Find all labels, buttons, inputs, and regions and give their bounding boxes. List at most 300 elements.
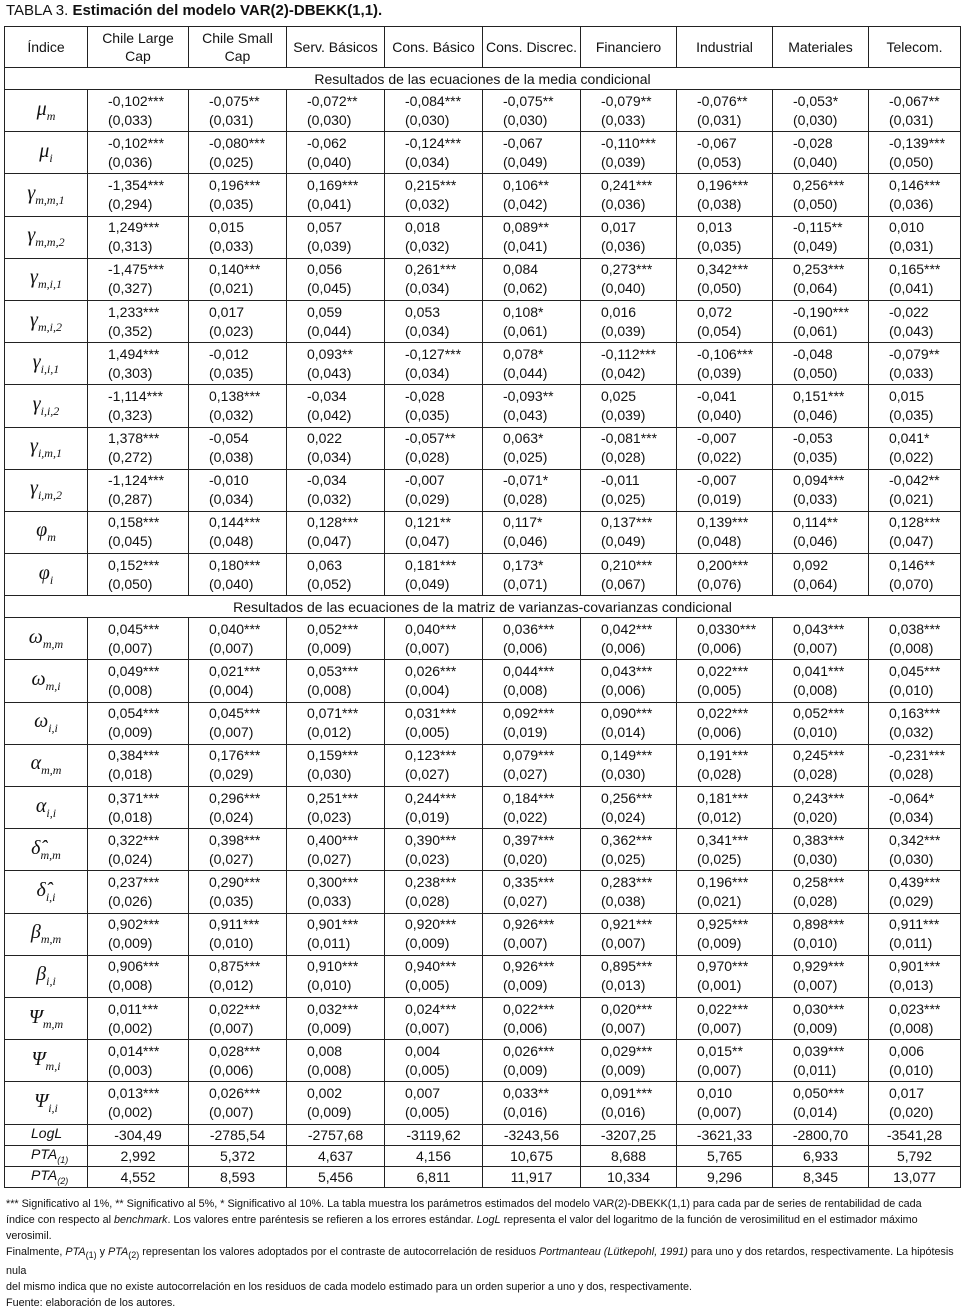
std-error-value: (0,046) (503, 533, 548, 550)
estimate-value: 0,043*** (601, 663, 653, 680)
std-error-value: (0,048) (209, 533, 254, 550)
std-error-value: (0,025) (601, 491, 646, 508)
std-error-value: (0,006) (601, 639, 646, 656)
std-error-value: (0,041) (307, 195, 352, 212)
value-cell (483, 702, 581, 744)
std-error-value: (0,036) (601, 238, 646, 255)
parameter-cell (5, 300, 88, 342)
parameter-subscript: i,i,2 (40, 403, 60, 418)
std-error-value: (0,019) (405, 808, 450, 825)
value-cell (677, 554, 773, 596)
estimate-value: -0,041 (697, 387, 737, 404)
estimate-value: 0,181*** (405, 556, 457, 573)
value-cell (385, 744, 483, 786)
std-error-value: (0,028) (793, 766, 838, 783)
stat-value: 10,675 (483, 1145, 581, 1166)
value-cell (869, 913, 961, 955)
estimate-value: 0,013 (697, 219, 733, 236)
table-row (5, 1082, 961, 1124)
note-text: Finalmente, (6, 1245, 66, 1258)
std-error-value: (0,006) (697, 639, 742, 656)
value-cell (385, 427, 483, 469)
parameter-cell (5, 216, 88, 258)
value-cell (189, 997, 287, 1039)
value-cell (483, 132, 581, 174)
parameter-symbol: δ̂ (36, 878, 46, 901)
estimate-value: 0,024*** (405, 1000, 457, 1017)
estimate-value: 0,059 (307, 303, 343, 320)
note-text: representa el valor del logaritmo de la función de verosimilitud en el estimador máximo verosimil. (6, 1213, 918, 1242)
value-cell (581, 744, 677, 786)
table-row (5, 385, 961, 427)
estimate-value: 0,256*** (601, 789, 653, 806)
table-row (5, 469, 961, 511)
estimate-value: 0,290*** (209, 873, 261, 890)
estimate-value: -0,010 (209, 472, 249, 489)
std-error-value: (0,048) (697, 533, 742, 550)
estimate-value: 0,014*** (108, 1042, 160, 1059)
estimate-value: 1,494*** (108, 345, 160, 362)
value-cell (581, 955, 677, 997)
value-cell (189, 132, 287, 174)
value-cell (189, 300, 287, 342)
estimate-value: 0,196*** (697, 873, 749, 890)
value-cell (677, 618, 773, 660)
value-cell (88, 511, 189, 553)
std-error-value: (0,025) (209, 153, 254, 170)
std-error-value: (0,287) (108, 491, 153, 508)
value-cell (189, 469, 287, 511)
value-cell (385, 554, 483, 596)
value-cell (189, 955, 287, 997)
value-cell (287, 385, 385, 427)
note-italic: PTA (65, 1245, 86, 1258)
std-error-value: (0,029) (889, 892, 934, 909)
header-cell: Telecom. (869, 27, 961, 68)
value-cell (869, 132, 961, 174)
estimate-value: 0,273*** (601, 261, 653, 278)
std-error-value: (0,028) (889, 766, 934, 783)
stat-value: -3207,25 (581, 1124, 677, 1145)
estimate-value: 0,140*** (209, 261, 261, 278)
std-error-value: (0,007) (405, 639, 450, 656)
value-cell (773, 427, 869, 469)
value-cell (287, 90, 385, 132)
parameter-symbol: ω (31, 668, 46, 691)
estimate-value: 0,029*** (601, 1042, 653, 1059)
estimate-value: 0,050*** (793, 1084, 845, 1101)
parameter-cell (5, 427, 88, 469)
value-cell (773, 90, 869, 132)
std-error-value: (0,008) (793, 682, 838, 699)
estimate-value: -0,071* (503, 472, 549, 489)
value-cell (773, 469, 869, 511)
estimate-value: 0,022*** (503, 1000, 555, 1017)
value-cell (385, 216, 483, 258)
table-header (5, 27, 961, 68)
value-cell (483, 660, 581, 702)
std-error-value: (0,024) (209, 808, 254, 825)
std-error-value: (0,016) (503, 1103, 548, 1120)
value-cell (677, 787, 773, 829)
parameter-cell (5, 90, 88, 132)
std-error-value: (0,007) (601, 935, 646, 952)
estimate-value: -0,028 (793, 134, 833, 151)
parameter-subscript: m,m,2 (35, 235, 65, 250)
estimate-value: -0,124*** (405, 134, 462, 151)
parameter-symbol: β (30, 921, 41, 944)
estimate-value: 0,901*** (889, 958, 941, 975)
value-cell (869, 997, 961, 1039)
estimate-value: 0,875*** (209, 958, 261, 975)
std-error-value: (0,011) (793, 1061, 837, 1078)
std-error-value: (0,007) (209, 1103, 254, 1120)
estimate-value: 0,044*** (503, 663, 555, 680)
stat-label: PTA (31, 1167, 58, 1184)
value-cell (677, 258, 773, 300)
parameter-subscript: m,m (42, 636, 64, 651)
table-body (5, 68, 961, 1188)
std-error-value: (0,039) (697, 364, 742, 381)
header-cell: Chile Large Cap (88, 27, 189, 68)
estimate-value: -0,075** (503, 92, 554, 109)
estimate-value: 0,128*** (889, 514, 941, 531)
stat-value: 5,372 (189, 1145, 287, 1166)
std-error-value: (0,323) (108, 406, 153, 423)
estimate-value: 0,056 (307, 261, 343, 278)
std-error-value: (0,005) (697, 682, 742, 699)
stat-subscript: (2) (57, 1175, 69, 1186)
value-cell (385, 955, 483, 997)
stat-label-cell (5, 1166, 88, 1187)
estimate-value: 0,018 (405, 219, 441, 236)
value-cell (385, 997, 483, 1039)
stat-value: 6,933 (773, 1145, 869, 1166)
stat-row (5, 1124, 961, 1145)
value-cell (88, 618, 189, 660)
table-row (5, 660, 961, 702)
value-cell (88, 469, 189, 511)
value-cell (581, 343, 677, 385)
std-error-value: (0,053) (697, 153, 742, 170)
value-cell (773, 1082, 869, 1124)
std-error-value: (0,040) (209, 575, 254, 592)
estimate-value: 0,090*** (601, 705, 653, 722)
estimate-value: 0,015** (697, 1042, 743, 1059)
std-error-value: (0,042) (601, 364, 646, 381)
value-cell (677, 132, 773, 174)
value-cell (677, 955, 773, 997)
std-error-value: (0,025) (697, 850, 742, 867)
parameter-cell (5, 511, 88, 553)
value-cell (483, 511, 581, 553)
std-error-value: (0,047) (889, 533, 934, 550)
std-error-value: (0,027) (405, 766, 450, 783)
std-error-value: (0,033) (793, 491, 838, 508)
parameter-symbol: γ (30, 266, 38, 289)
stat-value: -3541,28 (869, 1124, 961, 1145)
header-cell: Financiero (581, 27, 677, 68)
value-cell (677, 427, 773, 469)
estimate-value: -0,012 (209, 345, 249, 362)
std-error-value: (0,019) (697, 491, 742, 508)
value-cell (773, 744, 869, 786)
std-error-value: (0,004) (209, 682, 254, 699)
estimate-value: -0,081*** (601, 430, 658, 447)
std-error-value: (0,030) (405, 111, 450, 128)
stat-value: 8,688 (581, 1145, 677, 1166)
std-error-value: (0,028) (793, 892, 838, 909)
value-cell (869, 1082, 961, 1124)
value-cell (483, 744, 581, 786)
table-row (5, 258, 961, 300)
estimate-value: 0,013*** (108, 1084, 160, 1101)
std-error-value: (0,010) (889, 682, 934, 699)
note-sub: (1) (85, 1249, 97, 1260)
value-cell (88, 702, 189, 744)
estimate-value: 0,052*** (793, 705, 845, 722)
std-error-value: (0,022) (889, 449, 934, 466)
std-error-value: (0,030) (503, 111, 548, 128)
std-error-value: (0,034) (405, 322, 450, 339)
estimate-value: -0,139*** (889, 134, 946, 151)
std-error-value: (0,043) (889, 322, 934, 339)
parameter-cell (5, 132, 88, 174)
header-cell: Chile Small Cap (189, 27, 287, 68)
std-error-value: (0,049) (405, 575, 450, 592)
value-cell (677, 1040, 773, 1082)
stat-value: 4,156 (385, 1145, 483, 1166)
std-error-value: (0,024) (601, 808, 646, 825)
value-cell (287, 1082, 385, 1124)
stat-value: 10,334 (581, 1166, 677, 1187)
value-cell (773, 216, 869, 258)
value-cell (773, 702, 869, 744)
std-error-value: (0,044) (307, 322, 352, 339)
std-error-value: (0,033) (307, 892, 352, 909)
estimate-value: 0,041*** (793, 663, 845, 680)
parameter-symbol: γ (32, 392, 41, 415)
estimate-value: 0,151*** (793, 387, 845, 404)
parameter-symbol: γ (30, 477, 38, 500)
std-error-value: (0,007) (209, 639, 254, 656)
section-title: Resultados de las ecuaciones de la media condicional (5, 68, 961, 90)
std-error-value: (0,050) (889, 153, 934, 170)
std-error-value: (0,016) (601, 1103, 646, 1120)
estimate-value: -0,106*** (697, 345, 754, 362)
std-error-value: (0,023) (209, 322, 254, 339)
value-cell (773, 300, 869, 342)
value-cell (677, 90, 773, 132)
estimate-value: 0,092 (793, 556, 829, 573)
value-cell (385, 174, 483, 216)
estimate-value: 0,006 (889, 1042, 925, 1059)
value-cell (189, 343, 287, 385)
std-error-value: (0,076) (697, 575, 742, 592)
stat-value: 13,077 (869, 1166, 961, 1187)
value-cell (677, 744, 773, 786)
value-cell (677, 469, 773, 511)
std-error-value: (0,038) (697, 195, 742, 212)
estimate-value: -0,110*** (601, 134, 657, 151)
std-error-value: (0,052) (307, 575, 352, 592)
table-row (5, 90, 961, 132)
value-cell (385, 829, 483, 871)
std-error-value: (0,012) (209, 977, 254, 994)
estimate-value: 0,022*** (209, 1000, 261, 1017)
parameter-symbol: φ (36, 519, 48, 542)
table-row (5, 427, 961, 469)
value-cell (483, 1040, 581, 1082)
value-cell (483, 554, 581, 596)
value-cell (287, 702, 385, 744)
estimate-value: 0,901*** (307, 916, 359, 933)
std-error-value: (0,030) (793, 850, 838, 867)
estimate-value: 0,008 (307, 1042, 343, 1059)
parameter-cell (5, 1040, 88, 1082)
std-error-value: (0,005) (405, 1103, 450, 1120)
parameter-symbol: μ (36, 97, 47, 120)
note-text: para uno y dos retardos, respectivamente. La hipótesis nula (6, 1245, 954, 1277)
std-error-value: (0,027) (503, 766, 548, 783)
estimate-value: 0,023*** (889, 1000, 941, 1017)
std-error-value: (0,033) (889, 364, 934, 381)
estimate-value: 0,063* (503, 430, 544, 447)
std-error-value: (0,007) (108, 639, 153, 656)
header-cell: Materiales (773, 27, 869, 68)
parameter-subscript: i,i (46, 974, 56, 989)
value-cell (189, 744, 287, 786)
value-cell (869, 343, 961, 385)
std-error-value: (0,046) (793, 533, 838, 550)
estimate-value: 0,237*** (108, 873, 160, 890)
value-cell (483, 216, 581, 258)
estimate-value: 0,114** (793, 514, 838, 531)
std-error-value: (0,027) (503, 892, 548, 909)
std-error-value: (0,039) (307, 238, 352, 255)
std-error-value: (0,008) (108, 682, 153, 699)
value-cell (677, 385, 773, 427)
parameter-symbol: φ (38, 561, 50, 584)
std-error-value: (0,352) (108, 322, 153, 339)
estimate-value: 0,033** (503, 1084, 549, 1101)
value-cell (677, 511, 773, 553)
estimation-table (4, 26, 961, 1188)
estimate-value: 0,016 (601, 303, 637, 320)
std-error-value: (0,033) (209, 238, 254, 255)
stat-row (5, 1166, 961, 1187)
value-cell (581, 427, 677, 469)
value-cell (287, 787, 385, 829)
estimate-value: -0,080*** (209, 134, 266, 151)
std-error-value: (0,034) (405, 280, 450, 297)
value-cell (483, 427, 581, 469)
parameter-cell (5, 385, 88, 427)
std-error-value: (0,327) (108, 280, 153, 297)
std-error-value: (0,004) (405, 682, 450, 699)
estimate-value: 0,383*** (793, 831, 845, 848)
std-error-value: (0,010) (889, 1061, 934, 1078)
estimate-value: 0,121** (405, 514, 451, 531)
value-cell (773, 132, 869, 174)
estimate-value: -0,102*** (108, 92, 165, 109)
std-error-value: (0,035) (405, 406, 450, 423)
estimate-value: -0,075** (209, 92, 260, 109)
value-cell (88, 258, 189, 300)
estimate-value: -0,072** (307, 92, 358, 109)
value-cell (385, 132, 483, 174)
value-cell (483, 1082, 581, 1124)
std-error-value: (0,002) (108, 1019, 153, 1036)
table-row (5, 913, 961, 955)
value-cell (869, 554, 961, 596)
value-cell (869, 469, 961, 511)
estimate-value: 0,032*** (307, 1000, 359, 1017)
estimate-value: -0,076** (697, 92, 748, 109)
estimate-value: 0,184*** (503, 789, 555, 806)
value-cell (773, 660, 869, 702)
stat-value: -2785,54 (189, 1124, 287, 1145)
value-cell (287, 511, 385, 553)
estimate-value: 0,342*** (889, 831, 941, 848)
std-error-value: (0,007) (697, 1061, 742, 1078)
estimate-value: 0,084 (503, 261, 539, 278)
std-error-value: (0,028) (503, 491, 548, 508)
parameter-cell (5, 660, 88, 702)
std-error-value: (0,034) (209, 491, 254, 508)
parameter-cell (5, 469, 88, 511)
std-error-value: (0,061) (793, 322, 838, 339)
parameter-symbol: Ψ (31, 1047, 46, 1070)
table-row (5, 216, 961, 258)
estimate-value: 0,245*** (793, 747, 845, 764)
std-error-value: (0,019) (503, 724, 548, 741)
parameter-cell (5, 871, 88, 913)
parameter-symbol: γ (30, 435, 38, 458)
std-error-value: (0,035) (209, 195, 254, 212)
parameter-cell (5, 955, 88, 997)
std-error-value: (0,033) (108, 111, 153, 128)
table-row (5, 955, 961, 997)
value-cell (287, 913, 385, 955)
value-cell (385, 618, 483, 660)
value-cell (483, 300, 581, 342)
estimate-value: 0,238*** (405, 873, 457, 890)
estimate-value: -0,057** (405, 430, 456, 447)
std-error-value: (0,028) (405, 449, 450, 466)
value-cell (483, 829, 581, 871)
estimate-value: 0,030*** (793, 1000, 845, 1017)
estimate-value: 0,022*** (697, 1000, 749, 1017)
std-error-value: (0,043) (307, 364, 352, 381)
std-error-value: (0,006) (601, 682, 646, 699)
estimate-value: -1,114*** (108, 387, 164, 404)
std-error-value: (0,070) (889, 575, 934, 592)
note-text: *** Significativo al 1%, ** Significativo al 5%, * Significativo al 10%. La tabla muestra los parámetros estimados del modelo VAR(2)-DBEKK(1,1) para cada par de series de rentabilidad de cada (6, 1197, 922, 1210)
std-error-value: (0,043) (503, 406, 548, 423)
parameter-subscript: i,m,2 (37, 488, 62, 503)
std-error-value: (0,009) (503, 1061, 548, 1078)
std-error-value: (0,042) (307, 406, 352, 423)
std-error-value: (0,044) (503, 364, 548, 381)
estimate-value: 0,390*** (405, 831, 457, 848)
value-cell (581, 1082, 677, 1124)
value-cell (773, 385, 869, 427)
std-error-value: (0,014) (601, 724, 646, 741)
estimate-value: 0,165*** (889, 261, 941, 278)
estimate-value: 0,146*** (889, 176, 941, 193)
stat-value: 5,792 (869, 1145, 961, 1166)
